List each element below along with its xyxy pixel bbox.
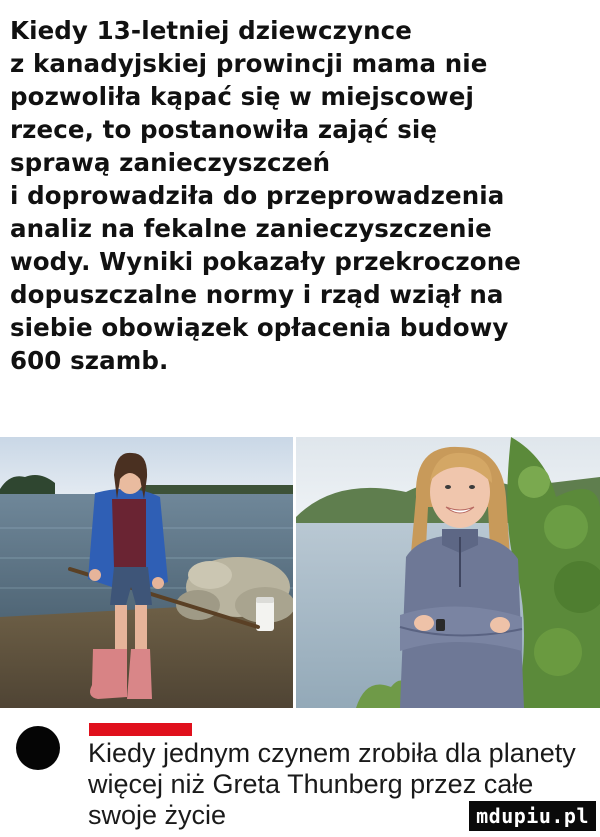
photo-girl-portrait [296, 437, 600, 708]
caption-area [0, 708, 600, 837]
bullet-circle-icon [16, 726, 60, 770]
red-censor-bar [89, 723, 192, 736]
photo-collage [0, 437, 600, 708]
watermark-logo: mdupiu.pl [469, 801, 596, 831]
photo-girl-on-shore [0, 437, 293, 708]
headline-text: Kiedy 13-letniej dziewczynce z kanadyjskiej prowincji mama nie pozwoliła kąpać się w miejscowej rzece, to postanowiła zająć się sprawą zanieczyszczeń i doprowadziła do przeprowadzenia analiz na fekalne zanieczyszczenie wody. Wyniki pokazały przekroczone dopuszczalne normy i rząd wziął na siebie obowiązek opłacenia budowy 600 szamb. [10, 16, 521, 375]
caption-text: Kiedy jednym czynem zrobiła dla planety więcej niż Greta Thunberg przez całe swoje życie [88, 738, 576, 830]
